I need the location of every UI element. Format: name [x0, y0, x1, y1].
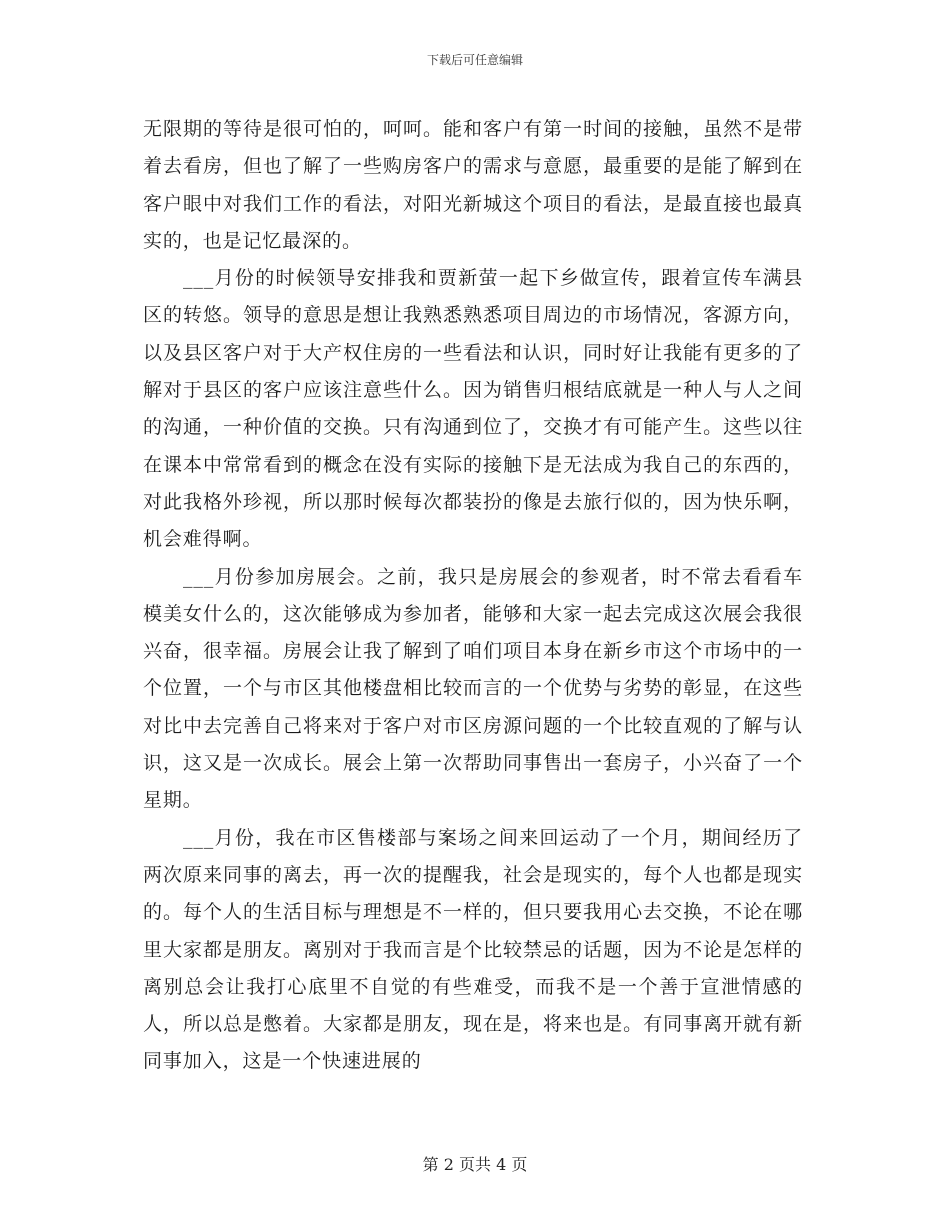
paragraph-2: ___月份的时候领导安排我和贾新萤一起下乡做宣传，跟着宣传车满县区的转悠。领导的意思是想让我熟悉熟悉项目周边的市场情况，客源方向，以及县区客户对于大产权住房的一些看法和认识，同时好让我能有更多的了解对于县区的客户应该注意些什么。因为销售归根结底就是一种人与人之间的沟通，一种价值的交换。只有沟通到位了，交换才有可能产生。这些以往在课本中常常看到的概念在没有实际的接触下是无法成为我自己的东西的，对此我格外珍视，所以那时候每次都装扮的像是去旅行似的，因为快乐啊，机会难得啊。: [143, 267, 803, 551]
page-header: 下载后可任意编辑: [426, 53, 523, 67]
document-body: [143, 111, 803, 1081]
page-footer: 第 2 页共 4 页: [422, 1155, 528, 1174]
paragraph-3: ___月份参加房展会。之前，我只是房展会的参观者，时不常去看看车模美女什么的，这次能够成为参加者，能够和大家一起去完成这次展会我很兴奋，很幸福。房展会让我了解到了咱们项目本身在新乡市这个市场中的一个位置，一个与市区其他楼盘相比较而言的一个优势与劣势的彰显，在这些对比中去完善自己将来对于客户对市区房源问题的一个比较直观的了解与认识，这又是一次成长。展会上第一次帮助同事售出一套房子，小兴奋了一个星期。: [143, 565, 803, 812]
paragraph-1: 无限期的等待是很可怕的，呵呵。能和客户有第一时间的接触，虽然不是带着去看房，但也了解了一些购房客户的需求与意愿，最重要的是能了解到在客户眼中对我们工作的看法，对阳光新城这个项目的看法，是最直接也最真实的，也是记忆最深的。: [143, 118, 803, 252]
paragraph-4: ___月份，我在市区售楼部与案场之间来回运动了一个月，期间经历了两次原来同事的离去，再一次的提醒我，社会是现实的，每个人也都是现实的。每个人的生活目标与理想是不一样的，但只要我用心去交换，不论在哪里大家都是朋友。离别对于我而言是个比较禁忌的话题，因为不论是怎样的离别总会让我打心底里不自觉的有些难受，而我不是一个善于宣泄情感的人，所以总是憋着。大家都是朋友，现在是，将来也是。有同事离开就有新同事加入，这是一个快速进展的: [143, 826, 803, 1073]
